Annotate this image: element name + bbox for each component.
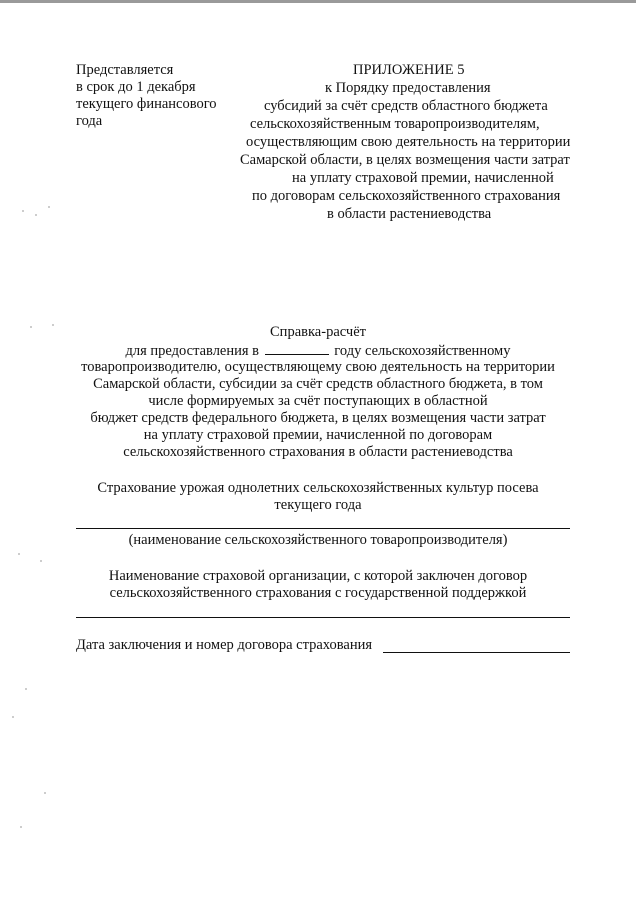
insurer-caption-line: сельскохозяйственного страхования с государственной поддержкой: [109, 585, 527, 601]
submission-note: [76, 62, 217, 130]
insurance-type-line: Страхование урожая однолетних сельскохозяйственных культур посева: [97, 480, 539, 496]
speck: [35, 214, 37, 216]
scan-edge: [0, 0, 636, 3]
appendix-line: в области растениеводства: [327, 206, 492, 222]
speck: [22, 210, 24, 212]
appendix-line: субсидий за счёт средств областного бюджета: [264, 98, 548, 114]
submission-line: в срок до 1 декабря: [76, 79, 196, 95]
speck: [25, 688, 27, 690]
insurer-name-field[interactable]: [76, 617, 570, 618]
heading-text: для предоставления в: [125, 343, 260, 359]
appendix-line: по договорам сельскохозяйственного страхования: [252, 188, 561, 204]
submission-line: текущего финансового: [76, 96, 217, 112]
speck: [40, 560, 42, 562]
heading-line: числе формируемых за счёт поступающих в областной: [148, 393, 488, 409]
speck: [30, 326, 32, 328]
speck: [48, 206, 50, 208]
appendix-line: на уплату страховой премии, начисленной: [292, 170, 554, 186]
heading-line: товаропроизводителю, осуществляющему свою деятельность на территории: [81, 359, 555, 375]
scan-noise: [0, 0, 60, 905]
appendix-line: осуществляющим свою деятельность на территории: [246, 134, 571, 150]
heading-line: бюджет средств федерального бюджета, в целях возмещения части затрат: [90, 410, 546, 426]
producer-caption: (наименование сельскохозяйственного товаропроизводителя): [128, 532, 508, 548]
certificate-title: Справка-расчёт: [270, 324, 366, 340]
speck: [12, 716, 14, 718]
heading-line: сельскохозяйственного страхования в области растениеводства: [123, 444, 513, 460]
appendix-line: к Порядку предоставления: [325, 80, 491, 96]
year-blank-field[interactable]: [265, 342, 329, 355]
heading-line-year: [0, 342, 636, 360]
appendix-title: ПРИЛОЖЕНИЕ 5: [353, 62, 465, 78]
insurance-type-line: текущего года: [274, 497, 362, 513]
contract-label: Дата заключения и номер договора страхования: [76, 637, 373, 653]
submission-line: Представляется: [76, 62, 174, 78]
appendix-line: Самарской области, в целях возмещения части затрат: [240, 152, 570, 168]
producer-name-field[interactable]: [76, 528, 570, 529]
submission-line: года: [76, 113, 103, 129]
speck: [18, 553, 20, 555]
speck: [20, 826, 22, 828]
heading-line: на уплату страховой премии, начисленной по договорам: [143, 427, 493, 443]
heading-line: Самарской области, субсидии за счёт средств областного бюджета, в том: [93, 376, 543, 392]
speck: [44, 792, 46, 794]
contract-field[interactable]: [383, 652, 570, 653]
heading-text: году сельскохозяйственному: [334, 343, 511, 359]
speck: [52, 324, 54, 326]
insurer-caption-line: Наименование страховой организации, с которой заключен договор: [108, 568, 528, 584]
appendix-line: сельскохозяйственным товаропроизводителям,: [250, 116, 540, 132]
